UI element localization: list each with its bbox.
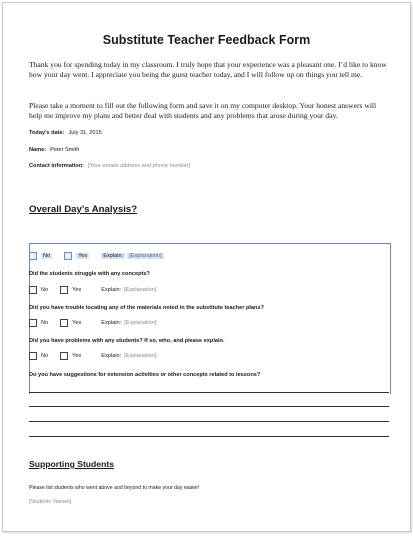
answer-line-1[interactable] [29,392,389,393]
question-3-answer [29,352,157,360]
q1-no-label: No [41,287,49,293]
form-title: Substitute Teacher Feedback Form [102,33,311,47]
q2-no-label: No [41,320,49,326]
name-row [29,147,79,153]
q3-yes-checkbox[interactable] [60,352,68,360]
q3-no-label: No [41,353,49,359]
q3-yes-option[interactable] [60,352,81,360]
date-field[interactable]: July 31, 2015 [68,130,102,136]
question-3: Did you have problems with any students? If so, who, and please explain. [29,338,225,344]
question-2: Did you have trouble locating any of the materials noted in the substitute teacher plans? [29,305,264,311]
form-page [2,2,411,532]
analysis-answer-row [29,252,164,260]
no-option[interactable] [29,252,52,260]
no-label: No [43,253,51,259]
question-1-answer [29,286,157,294]
q1-yes-option[interactable] [60,286,81,294]
answer-line-4[interactable] [29,436,389,437]
name-field[interactable]: Peter Smith [50,147,80,153]
q2-yes-label: Yes [72,320,82,326]
q1-yes-label: Yes [72,287,82,293]
q2-explanation-field[interactable]: [Explanation] [124,320,157,326]
question-2-answer [29,319,157,327]
yes-label: Yes [78,253,88,259]
supporting-prompt: Please list students who went above and beyond to make your day easier! [29,485,200,491]
q1-no-option[interactable] [29,286,48,294]
q2-explain-label: Explain: [101,320,122,326]
supporting-heading: Supporting Students [29,459,114,469]
q2-yes-checkbox[interactable] [60,319,68,327]
instructions-paragraph: Please take a moment to fill out the following form and save it on my computer desktop. Your honest answers will help me improve my plans and better deal with students and any problems that arose during your day. [29,101,377,120]
question-4: Do you have suggestions for extension activities or other concepts related to lessons? [29,372,261,378]
q3-yes-label: Yes [72,353,82,359]
q1-explain-label: Explain: [101,287,122,293]
analysis-heading: Overall Day’s Analysis? [29,204,138,215]
q3-no-option[interactable] [29,352,48,360]
explain-label: Explain: [103,253,124,259]
contact-label: Contact information: [29,163,85,169]
intro-paragraph: Thank you for spending today in my classroom. I truly hope that your experience was a pleasant one. I’d like to know how your day went. I appreciate you being the guest teacher today, and I will follow up on things you tell me. [29,60,387,79]
q3-no-checkbox[interactable] [29,352,37,360]
date-row [29,130,102,136]
q1-explanation-field[interactable]: [Explanation] [124,287,157,293]
date-label: Today’s date: [29,130,65,136]
question-1: Did the students struggle with any concepts? [29,271,150,277]
q2-yes-option[interactable] [60,319,81,327]
q1-yes-checkbox[interactable] [60,286,68,294]
yes-option[interactable] [64,252,89,260]
answer-line-2[interactable] [29,406,389,407]
q3-explain-label: Explain: [101,353,122,359]
q1-no-checkbox[interactable] [29,286,37,294]
name-label: Name: [29,147,47,153]
yes-checkbox[interactable] [64,252,72,260]
q3-explanation-field[interactable]: [Explanation] [124,353,157,359]
no-checkbox[interactable] [29,252,37,260]
students-names-field[interactable]: [Students’ Names] [29,499,72,505]
contact-row [29,163,190,169]
contact-field[interactable]: [Your emails address and phone number] [88,163,191,169]
explanation-field[interactable]: [Explanation] [129,253,162,259]
answer-line-3[interactable] [29,421,389,422]
q2-no-checkbox[interactable] [29,319,37,327]
q2-no-option[interactable] [29,319,48,327]
